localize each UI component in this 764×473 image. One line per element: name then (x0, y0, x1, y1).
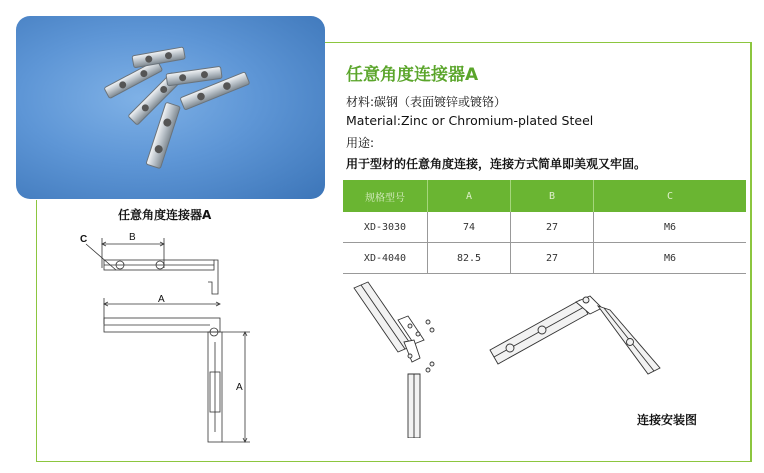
install-caption: 连接安装图 (637, 413, 698, 427)
material-cn: 材料:碳钢（表面镀锌或镀铬） (346, 95, 507, 109)
cell-model: XD-3030 (343, 212, 428, 243)
label-a-side: A (236, 382, 243, 393)
cell-model: XD-4040 (343, 243, 428, 274)
material-en: Material:Zinc or Chromium-plated Steel (346, 113, 594, 128)
table-row (343, 243, 746, 274)
table-header-row (343, 180, 746, 212)
product-title: 任意角度连接器A (346, 65, 479, 85)
frame-left-line (36, 200, 37, 462)
label-c: C (80, 234, 88, 245)
cell-c: M6 (594, 243, 747, 274)
cell-a: 82.5 (428, 243, 511, 274)
dimension-drawing (60, 222, 300, 452)
usage-label: 用途: (346, 136, 375, 150)
label-a-top: A (158, 294, 165, 305)
spec-table (343, 180, 746, 274)
cell-a: 74 (428, 212, 511, 243)
cell-c: M6 (594, 212, 747, 243)
table-row (343, 212, 746, 243)
label-b: B (129, 232, 136, 243)
header-model: 规格型号 (343, 180, 428, 212)
photo-caption: 任意角度连接器A (118, 208, 212, 222)
header-b: B (511, 180, 594, 212)
cell-b: 27 (511, 212, 594, 243)
cell-b: 27 (511, 243, 594, 274)
header-a: A (428, 180, 511, 212)
header-c: C (594, 180, 747, 212)
product-photo (16, 16, 325, 199)
usage-text: 用于型材的任意角度连接，连接方式简单即美观又牢固。 (346, 157, 647, 171)
